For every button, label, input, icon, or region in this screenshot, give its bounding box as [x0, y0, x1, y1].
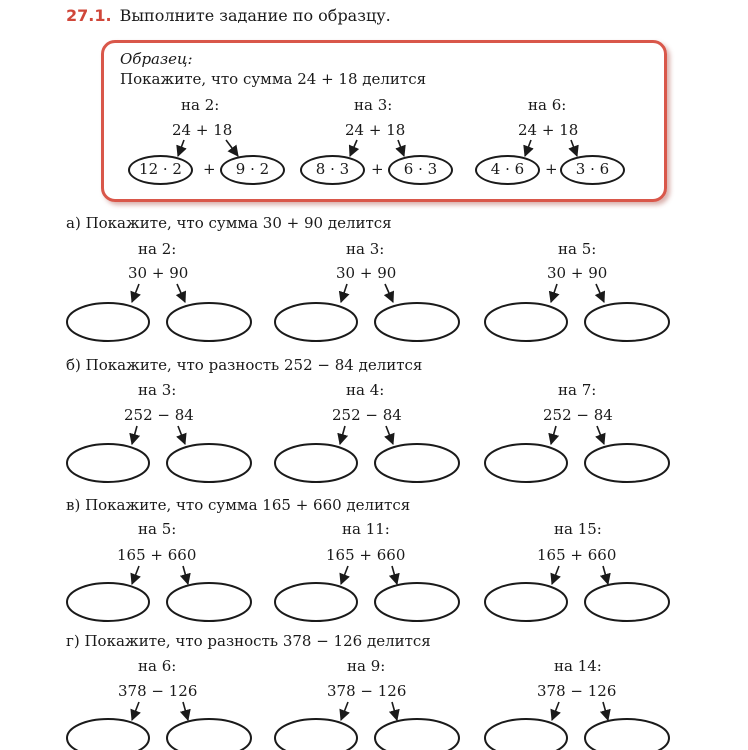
exercise-number: 27.1. — [66, 6, 112, 25]
answer-oval[interactable] — [275, 444, 357, 482]
answer-oval[interactable] — [167, 444, 251, 482]
arrow-icon — [551, 284, 557, 302]
task-d-title: г) Покажите, что разность 378 − 126 делится — [66, 632, 431, 650]
arrow-icon — [525, 140, 531, 156]
arrow-icon — [341, 566, 348, 584]
answer-oval[interactable] — [585, 444, 669, 482]
expression: 378 − 126 — [327, 682, 407, 700]
arrow-icon — [341, 702, 348, 720]
sample-divisor-label: на 3: — [354, 96, 393, 114]
answer-oval[interactable] — [375, 719, 459, 750]
arrow-icon — [603, 566, 608, 584]
answer-oval[interactable] — [275, 303, 357, 341]
divisor-label: на 9: — [347, 657, 386, 675]
arrow-icon — [597, 426, 604, 444]
arrow-icon — [178, 426, 185, 444]
arrow-icon — [132, 702, 139, 720]
arrow-icon — [603, 702, 608, 720]
sample-answer-right: 9 · 2 — [235, 160, 270, 178]
divisor-label: на 15: — [554, 520, 602, 538]
answer-oval[interactable] — [375, 444, 459, 482]
exercise-instruction: Выполните задание по образцу. — [119, 6, 391, 25]
expression: 30 + 90 — [336, 264, 397, 282]
plus-sign: + — [545, 160, 558, 178]
arrow-icon — [226, 140, 238, 156]
answer-oval[interactable] — [167, 303, 251, 341]
sample-statement: Покажите, что сумма 24 + 18 делится — [120, 70, 427, 88]
answer-oval[interactable] — [485, 719, 567, 750]
plus-sign: + — [203, 160, 216, 178]
task-b-title: б) Покажите, что разность 252 − 84 делится — [66, 356, 423, 374]
arrow-icon — [392, 566, 397, 584]
sample-expression: 24 + 18 — [518, 121, 579, 139]
expression: 165 + 660 — [326, 546, 406, 564]
arrow-icon — [571, 140, 577, 156]
arrow-icon — [177, 284, 185, 302]
answer-oval[interactable] — [275, 583, 357, 621]
answer-oval[interactable] — [167, 719, 251, 750]
divisor-label: на 6: — [138, 657, 177, 675]
expression: 165 + 660 — [117, 546, 197, 564]
divisor-label: на 2: — [138, 240, 177, 258]
arrow-icon — [398, 140, 404, 156]
arrow-icon — [350, 140, 357, 156]
answer-oval[interactable] — [67, 719, 149, 750]
answer-oval[interactable] — [167, 583, 251, 621]
sample-answer-right: 6 · 3 — [403, 160, 438, 178]
sample-answer-left: 12 · 2 — [139, 160, 182, 178]
expression: 30 + 90 — [128, 264, 189, 282]
expression: 165 + 660 — [537, 546, 617, 564]
divisor-label: на 3: — [138, 381, 177, 399]
answer-oval[interactable] — [485, 303, 567, 341]
arrow-icon — [132, 284, 139, 302]
sample-divisor-label: на 2: — [181, 96, 220, 114]
divisor-label: на 11: — [342, 520, 390, 538]
answer-oval[interactable] — [67, 583, 149, 621]
expression: 378 − 126 — [537, 682, 617, 700]
divisor-label: на 5: — [138, 520, 177, 538]
answer-oval[interactable] — [275, 719, 357, 750]
arrow-icon — [341, 284, 347, 302]
answer-oval[interactable] — [67, 303, 149, 341]
sample-answer-left: 4 · 6 — [490, 160, 525, 178]
sample-title: Образец: — [120, 50, 193, 68]
answer-oval[interactable] — [585, 303, 669, 341]
sample-answer-left: 8 · 3 — [315, 160, 350, 178]
expression: 252 − 84 — [124, 406, 194, 424]
arrow-icon — [552, 566, 559, 584]
sample-answer-right: 3 · 6 — [575, 160, 610, 178]
arrow-icon — [340, 426, 345, 444]
arrow-icon — [183, 566, 188, 584]
arrow-icon — [596, 284, 604, 302]
plus-sign: + — [371, 160, 384, 178]
expression: 252 − 84 — [332, 406, 402, 424]
divisor-label: на 5: — [558, 240, 597, 258]
divisor-label: на 3: — [346, 240, 385, 258]
answer-oval[interactable] — [485, 583, 567, 621]
expression: 30 + 90 — [547, 264, 608, 282]
arrow-icon — [178, 140, 184, 156]
expression: 252 − 84 — [543, 406, 613, 424]
divisor-label: на 7: — [558, 381, 597, 399]
arrow-icon — [552, 702, 559, 720]
answer-oval[interactable] — [67, 444, 149, 482]
answer-oval[interactable] — [585, 719, 669, 750]
arrow-icon — [551, 426, 556, 444]
sample-expression: 24 + 18 — [172, 121, 233, 139]
expression: 378 − 126 — [118, 682, 198, 700]
sample-divisor-label: на 6: — [528, 96, 567, 114]
divisor-label: на 14: — [554, 657, 602, 675]
sample-expression: 24 + 18 — [345, 121, 406, 139]
answer-oval[interactable] — [485, 444, 567, 482]
arrow-icon — [132, 566, 139, 584]
arrow-icon — [183, 702, 188, 720]
answer-oval[interactable] — [585, 583, 669, 621]
task-a-title: а) Покажите, что сумма 30 + 90 делится — [66, 214, 392, 232]
arrow-icon — [132, 426, 137, 444]
divisor-label: на 4: — [346, 381, 385, 399]
answer-oval[interactable] — [375, 583, 459, 621]
arrow-icon — [386, 426, 393, 444]
answer-oval[interactable] — [375, 303, 459, 341]
arrow-icon — [385, 284, 393, 302]
task-c-title: в) Покажите, что сумма 165 + 660 делится — [66, 496, 411, 514]
arrow-icon — [392, 702, 397, 720]
